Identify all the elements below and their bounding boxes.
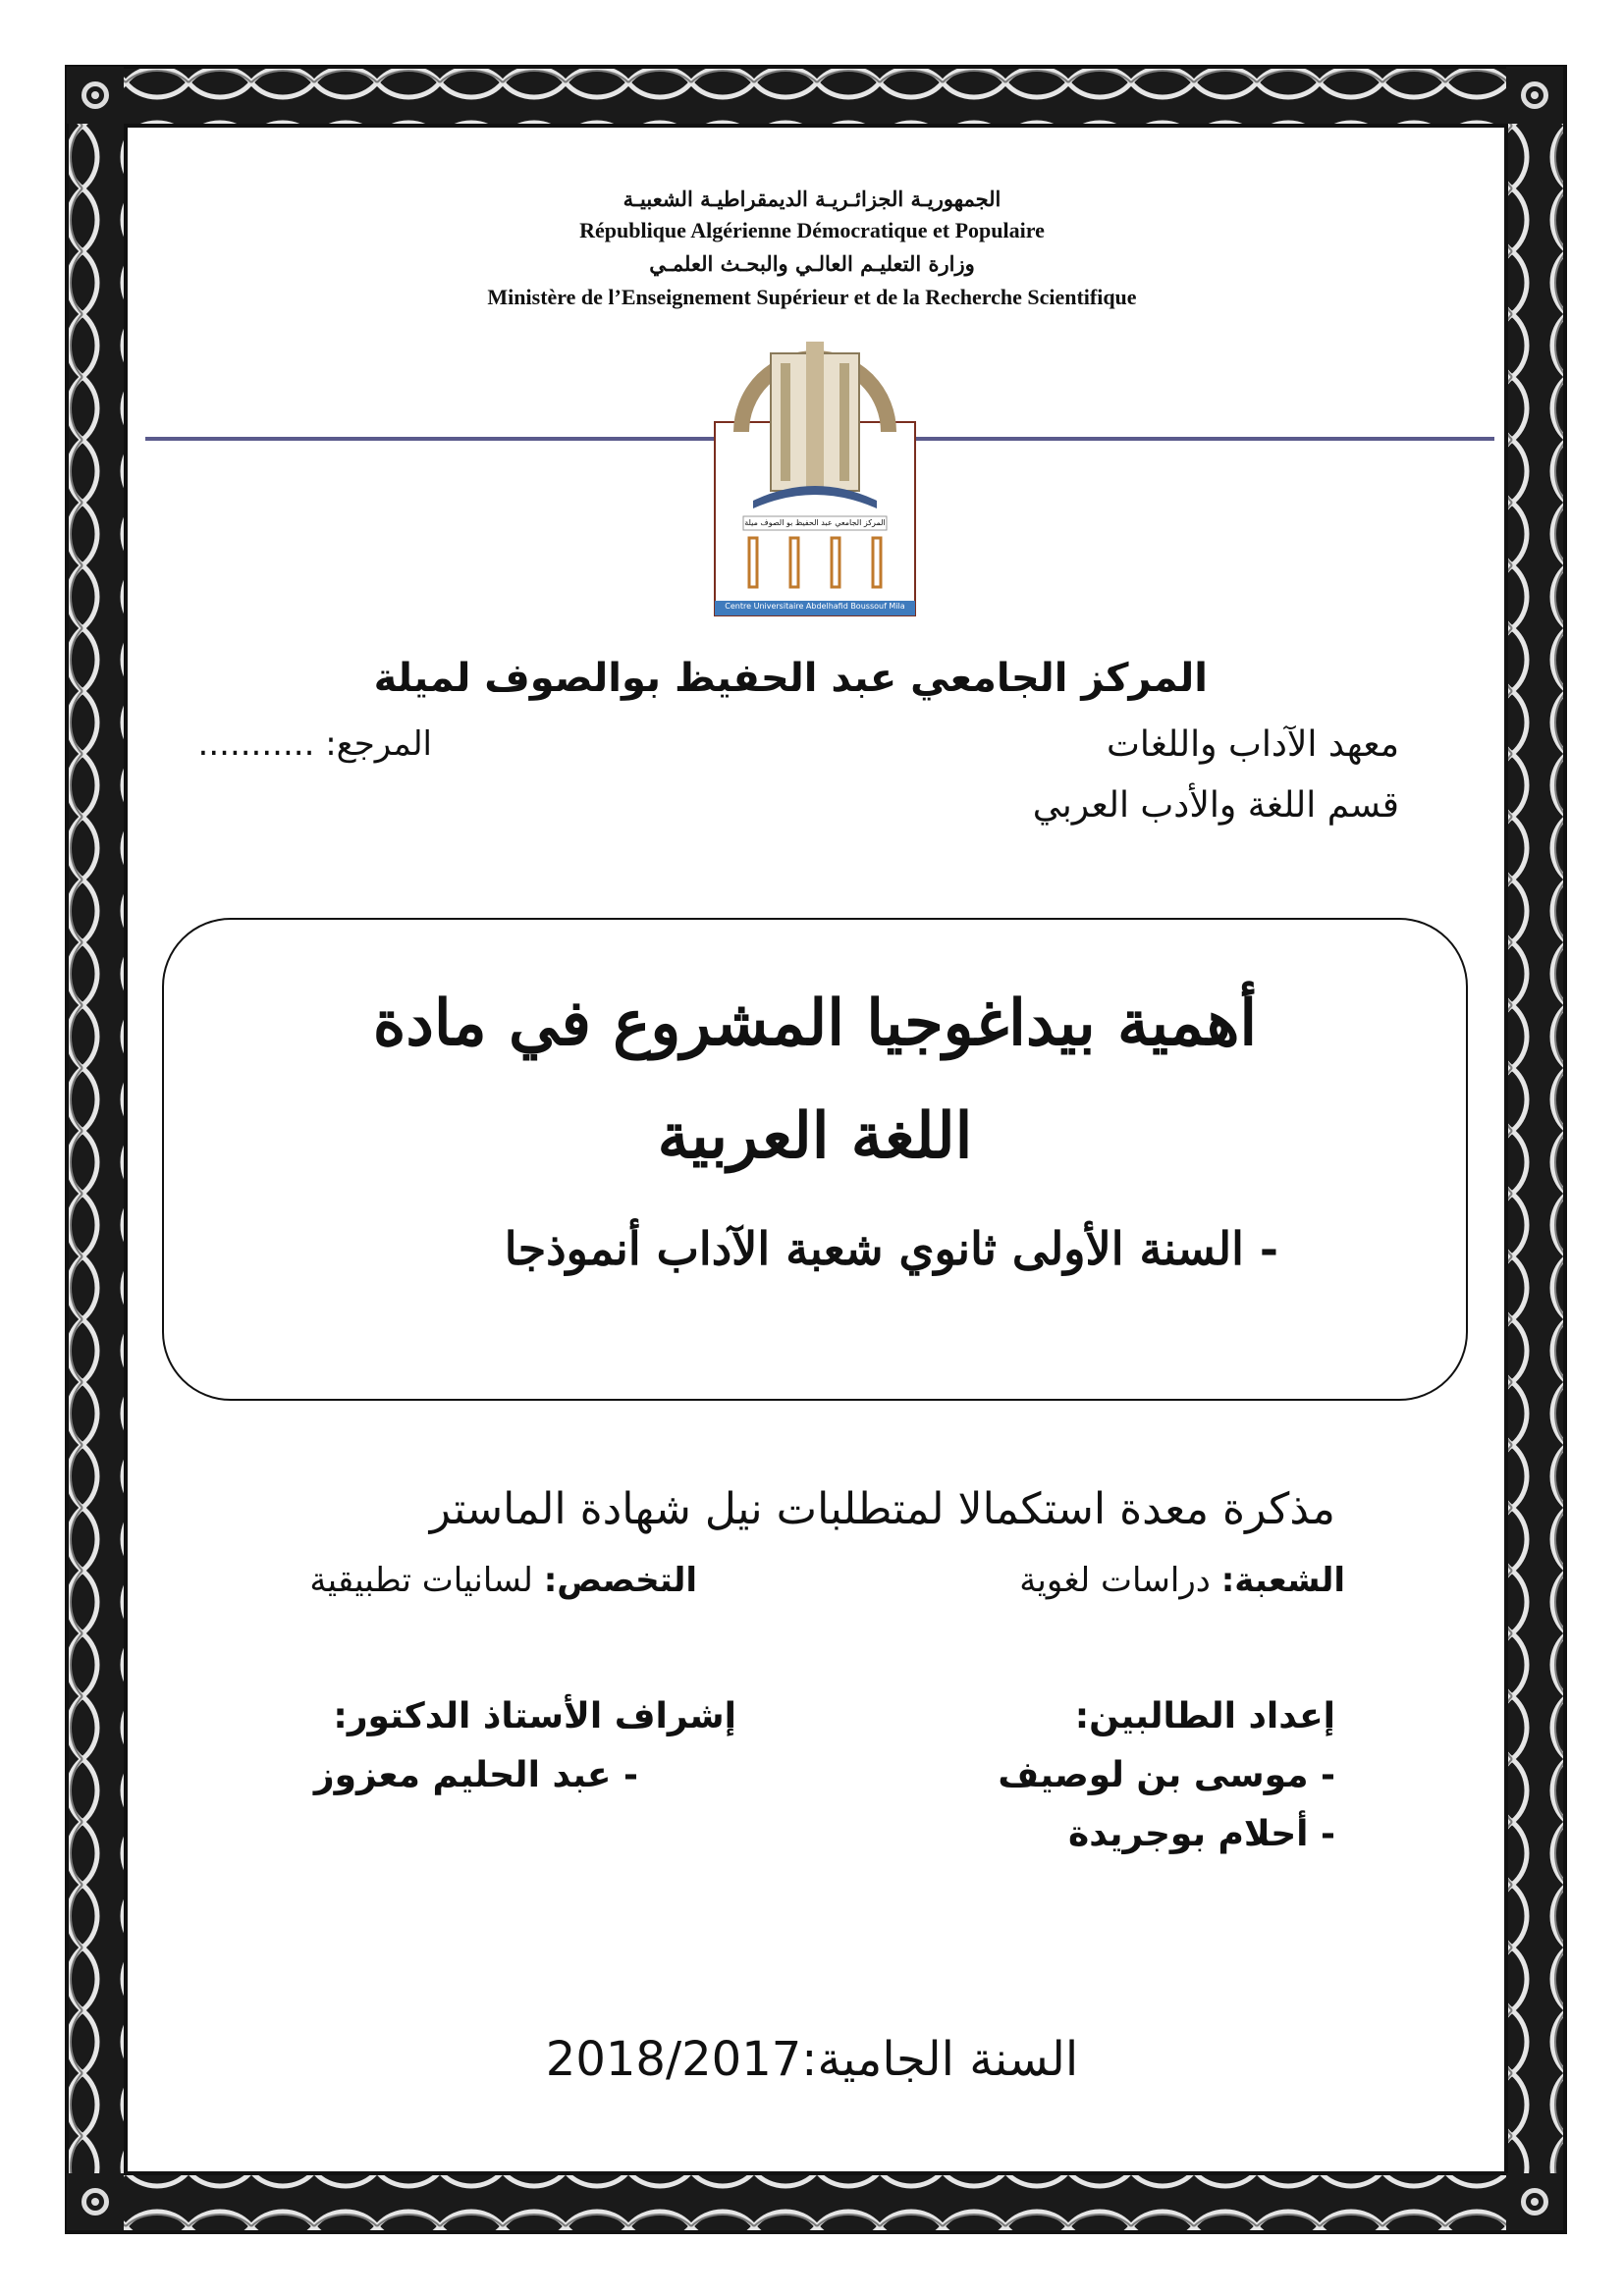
supervisor-label: إشراف الأستاذ الدكتور: — [333, 1696, 736, 1736]
thesis-purpose: مذكرة معدة استكمالا لمتطلبات نيل شهادة الماستر — [429, 1484, 1335, 1534]
institution-name: المركز الجامعي عبد الحفيظ بوالصوف لميلة — [373, 656, 1208, 701]
specialty-label: التخصص: — [543, 1561, 697, 1600]
corner-ornament-bottom-left — [67, 2173, 124, 2230]
student-name-1: - موسى بن لوصيف — [998, 1755, 1335, 1795]
logo-inscription: المركز الجامعي عبد الحفيظ بو الصوف ميلة — [744, 518, 886, 527]
thesis-title-line-1: أهمية بيداغوجيا المشروع في مادة — [372, 987, 1258, 1060]
branch-line — [884, 1561, 1345, 1600]
students-label: إعداد الطالبين: — [1074, 1696, 1335, 1736]
thesis-subtitle: - السنة الأولى ثانوي شعبة الآداب أنموذجا — [504, 1222, 1278, 1275]
header-rule-left — [145, 437, 715, 441]
corner-ornament-bottom-right — [1506, 2173, 1563, 2230]
branch-value: دراسات لغوية — [1019, 1561, 1221, 1600]
republic-french: République Algérienne Démocratique et Populaire — [579, 218, 1045, 242]
academic-year: السنة الجامية:2018/2017 — [545, 2032, 1079, 2087]
logo-caption: Centre Universitaire Abdelhafid Boussouf Mila — [725, 602, 905, 611]
university-logo — [714, 324, 916, 616]
thesis-title-line-2: اللغة العربية — [657, 1099, 973, 1173]
specialty-value: لسانيات تطبيقية — [309, 1561, 544, 1600]
reference-field: المرجع: ........... — [197, 724, 432, 764]
department-name: قسم اللغة والأدب العربي — [1032, 785, 1399, 826]
ministry-french: Ministère de l’Enseignement Supérieur et de la Recherche Scientifique — [487, 285, 1137, 309]
supervisor-name: - عبد الحليم معزوز — [313, 1755, 638, 1795]
republic-arabic: الجمهوريـة الجزائـريـة الديمقراطيـة الشعبيـة — [623, 187, 1001, 211]
branch-label: الشعبة: — [1220, 1561, 1345, 1600]
corner-ornament-top-right — [1506, 67, 1563, 124]
corner-ornament-top-left — [67, 67, 124, 124]
ministry-arabic: وزارة التعليـم العالـي والبحـث العلمـي — [649, 251, 975, 276]
student-name-2: - أحلام بوجريدة — [1067, 1814, 1335, 1854]
institute-name: معهد الآداب واللغات — [1107, 724, 1399, 765]
specialty-line — [196, 1561, 697, 1600]
header-rule-right — [913, 437, 1494, 441]
